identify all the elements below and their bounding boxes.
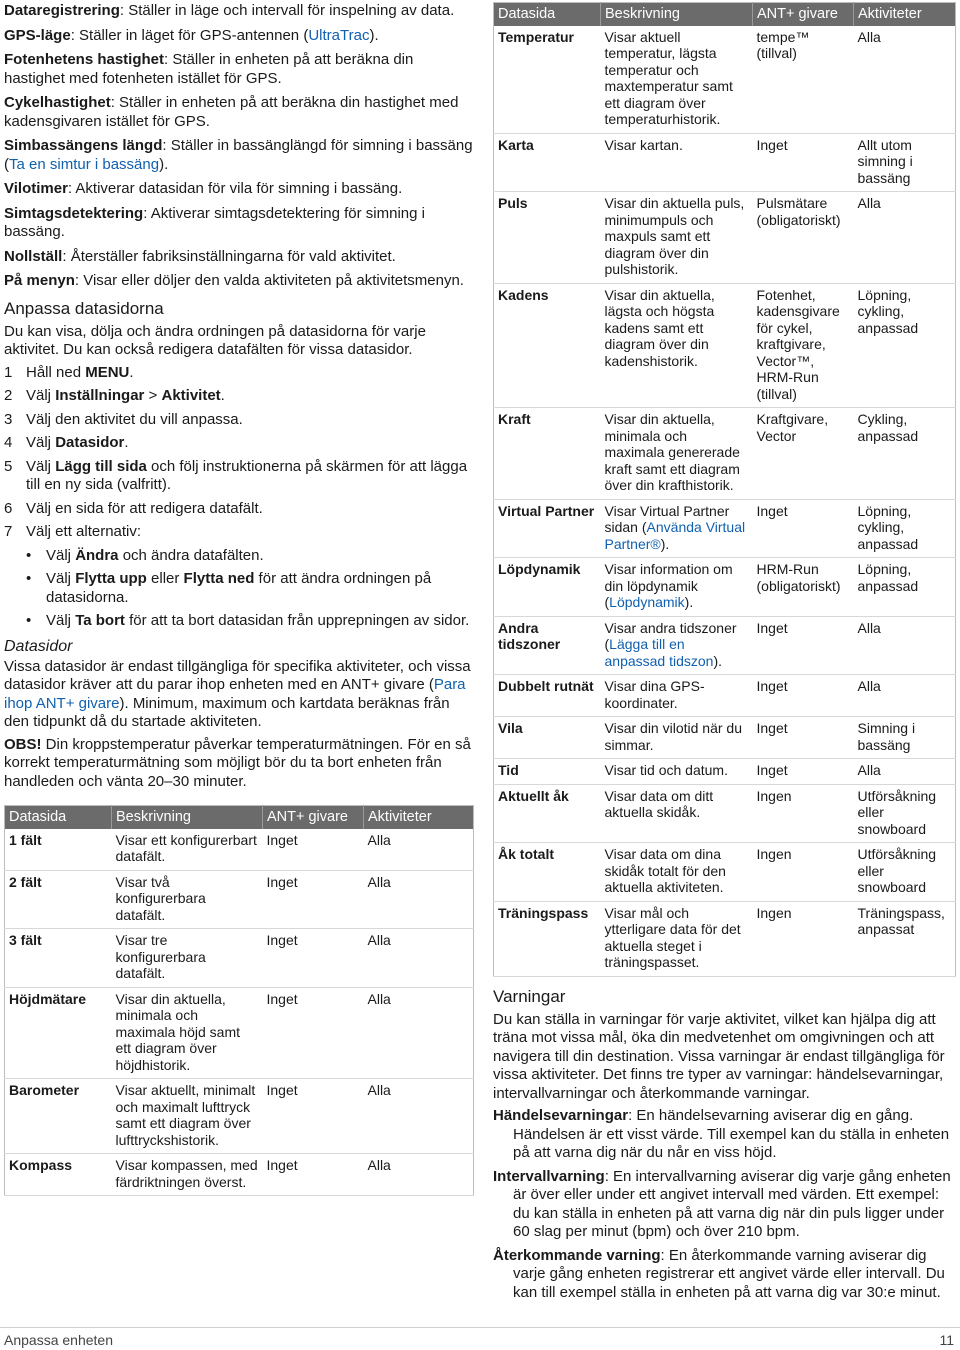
warning-item — [493, 1107, 956, 1163]
cell-datasida: Kadens — [494, 283, 601, 408]
cell-aktiviteter: Alla — [854, 675, 956, 717]
setting-text: : Återställer fabriksinställningarna för vald aktivitet. — [62, 247, 396, 265]
cell-beskrivning — [601, 675, 753, 717]
cell-beskrivning — [601, 499, 753, 558]
option-label: Flytta upp — [75, 570, 147, 587]
cell-text: Visar Virtual Partner sidan ( — [604, 502, 730, 535]
setting-term: Fotenhetens hastighet — [4, 51, 165, 68]
footer-divider — [0, 1327, 960, 1328]
step-text: . — [124, 434, 129, 451]
step-menu-label: Aktivitet — [161, 387, 221, 404]
table-row — [5, 987, 474, 1079]
cell-beskrivning — [601, 784, 753, 843]
cell-beskrivning — [601, 616, 753, 675]
warning-term: Återkommande varning — [493, 1246, 661, 1264]
warning-item — [493, 1168, 956, 1242]
cell-text: Visar andra tidszoner ( — [604, 619, 737, 652]
option-text: Välj — [46, 612, 76, 629]
cell-datasida: Kraft — [494, 408, 601, 500]
cell-datasida: Andra tidszoner — [494, 616, 601, 675]
cell-aktiviteter: Cykling, anpassad — [854, 408, 956, 500]
table-row — [5, 870, 474, 929]
option-text: Välj — [46, 570, 76, 587]
option-text: Välj — [46, 546, 76, 564]
step-text: . — [129, 363, 134, 381]
step-text: Välj — [26, 434, 56, 451]
step-text: Välj en sida för att redigera datafält. — [26, 499, 263, 517]
step-menu-label: Datasidor — [55, 434, 125, 451]
step-menu-label: MENU — [85, 363, 130, 381]
step-item — [4, 434, 474, 453]
cell-aktiviteter: Simning i bassäng — [854, 717, 956, 759]
obs-text: Din kroppstemperatur påverkar temperaturmätningen. För en så korrekt temperaturmätning som möjligt bör du ta bort enheten från handleden och vänta 20–30 minuter. — [4, 735, 471, 790]
step-item — [4, 523, 474, 542]
table-row — [5, 1154, 474, 1196]
setting-term: Simbassängens längd — [4, 137, 163, 154]
setting-definition — [4, 27, 474, 46]
option-label: Ta bort — [75, 612, 125, 629]
step-text: > — [144, 387, 162, 404]
setting-link[interactable]: Ta en simtur i bassäng — [9, 155, 160, 173]
setting-text: : Ställer in bassänglängd för simning i bassäng ( — [4, 137, 473, 173]
link-para-ihop-ant[interactable]: Para ihop ANT+ givare — [4, 676, 466, 712]
page-number: 11 — [939, 1332, 954, 1348]
option-label: Flytta ned — [183, 570, 255, 587]
cell-text: Visar aktuell temperatur, lägsta temperatur och maxtemperatur samt ett diagram över temperaturhistorik. — [604, 28, 733, 127]
footer-section-title: Anpassa enheten — [4, 1332, 113, 1348]
cell-ant-givare: Ingen — [753, 843, 854, 902]
table-row — [494, 408, 956, 500]
cell-ant-givare: Inget — [753, 616, 854, 675]
cell-ant-givare: Inget — [263, 1079, 364, 1154]
setting-definition — [4, 205, 474, 242]
warnings-list — [493, 1107, 956, 1302]
setting-definition — [4, 51, 474, 88]
option-item — [26, 547, 474, 566]
cell-datasida: 1 fält — [5, 829, 112, 871]
setting-definition — [4, 137, 474, 174]
column-header: ANT+ givare — [753, 3, 854, 26]
option-item — [26, 570, 474, 607]
column-header: Datasida — [494, 3, 601, 26]
cell-ant-givare: Inget — [753, 717, 854, 759]
step-item — [4, 364, 474, 383]
cell-link[interactable]: Lägga till en anpassad tidszon — [604, 636, 714, 669]
left-column — [4, 2, 474, 1196]
cell-datasida: Temperatur — [494, 26, 601, 134]
cell-ant-givare: Inget — [263, 929, 364, 988]
cell-ant-givare: Kraftgivare, Vector — [753, 408, 854, 500]
cell-ant-givare: Inget — [263, 987, 364, 1079]
cell-ant-givare: tempe™ (tillval) — [753, 26, 854, 134]
setting-term: På menyn — [4, 272, 75, 289]
subsection-text-part: ). Minimum, maximum och kartdata beräknas från den tidpunkt då du startade aktiviteten. — [4, 694, 450, 730]
cell-aktiviteter: Alla — [364, 987, 474, 1079]
cell-text: Visar ett konfigurerbart datafält. — [115, 831, 257, 864]
cell-text: ). — [713, 652, 723, 669]
step-item — [4, 458, 474, 495]
section-intro: Du kan visa, dölja och ändra ordningen på datasidorna för varje aktivitet. Du kan också redigera datafälten för vissa datasidor. — [4, 322, 426, 358]
cell-ant-givare: Ingen — [753, 901, 854, 976]
subsection-text-part: Vissa datasidor är endast tillgängliga för specifika aktiviteter, och vissa datasidor kräver att du parar ihop enheten med en ANT+ givare ( — [4, 657, 471, 693]
column-header: Beskrivning — [601, 3, 753, 26]
step-menu-label: Inställningar — [55, 387, 145, 404]
table-row — [494, 675, 956, 717]
subsection-text — [4, 658, 474, 732]
cell-text: Visar tid och datum. — [604, 762, 728, 778]
step-number: 1 — [4, 363, 13, 381]
table-row — [5, 829, 474, 871]
cell-text: Visar dina GPS-koordinater. — [604, 678, 705, 711]
setting-text: : Ställer in läge och intervall för inspelning av data. — [119, 2, 455, 19]
cell-datasida: Löpdynamik — [494, 558, 601, 617]
settings-definitions — [4, 2, 474, 291]
cell-datasida: Träningspass — [494, 901, 601, 976]
step-number: 5 — [4, 457, 13, 475]
table-row — [5, 1079, 474, 1154]
obs-label: OBS! — [4, 735, 42, 753]
setting-text: : Aktiverar datasidan för vila för simning i bassäng. — [67, 180, 403, 197]
cell-ant-givare: Fotenhet, kadensgivare för cykel, kraftgivare, Vector™, HRM-Run (tillval) — [753, 283, 854, 408]
cell-datasida: Virtual Partner — [494, 499, 601, 558]
cell-ant-givare: Inget — [263, 829, 364, 871]
cell-ant-givare: HRM-Run (obligatoriskt) — [753, 558, 854, 617]
cell-datasida: Karta — [494, 133, 601, 192]
setting-text: : Ställer in läget för GPS-antennen ( — [70, 26, 309, 44]
cell-ant-givare: Inget — [753, 759, 854, 785]
cell-aktiviteter: Alla — [854, 26, 956, 134]
cell-text: Visar två konfigurerbara datafält. — [115, 873, 206, 923]
cell-beskrivning — [601, 901, 753, 976]
cell-ant-givare: Inget — [263, 1154, 364, 1196]
setting-definition — [4, 94, 474, 131]
cell-text: ). — [684, 594, 694, 610]
column-header: ANT+ givare — [263, 806, 364, 829]
cell-aktiviteter: Alla — [364, 870, 474, 929]
cell-text: Visar mål och ytterligare data för det aktuella steget i träningspasset. — [604, 904, 741, 970]
table-row — [494, 717, 956, 759]
cell-beskrivning — [601, 843, 753, 902]
cell-datasida: 3 fält — [5, 929, 112, 988]
cell-beskrivning — [601, 133, 753, 192]
warning-text: : En händelsevarning aviserar dig en gång. Händelsen är ett visst värde. Till exempel kan du ställa in enheten på att varna dig när du når en viss höjd. — [513, 1107, 950, 1161]
step-item — [4, 387, 474, 406]
cell-aktiviteter: Löpning, anpassad — [854, 558, 956, 617]
cell-beskrivning — [601, 558, 753, 617]
cell-beskrivning — [112, 1154, 263, 1196]
step-text: Välj — [26, 387, 56, 404]
setting-text: : Visar eller döljer den valda aktiviteten på aktivitetsmenyn. — [74, 272, 464, 289]
cell-text: Visar tre konfigurerbara datafält. — [115, 932, 206, 981]
column-header: Beskrivning — [112, 806, 263, 829]
warnings-intro: Du kan ställa in varningar för varje aktivitet, vilket kan hjälpa dig att träna mot vissa mål, öka din medvetenhet om omgivningen och att navigera till din destination. Vissa varningar är endast tillgängliga för vissa aktiviteter. Det finns tre typer av varningar: händelsevarningar, intervallvarningar och återkommande varningar. — [493, 1010, 945, 1102]
section-title: Anpassa datasidorna — [4, 298, 164, 318]
table-row — [494, 558, 956, 617]
setting-term: Vilotimer — [4, 180, 68, 197]
column-header: Datasida — [5, 806, 112, 829]
cell-aktiviteter: Alla — [854, 759, 956, 785]
cell-beskrivning — [112, 1079, 263, 1154]
table-row — [494, 192, 956, 284]
cell-text: Visar data om dina skidåk totalt för den aktuella aktiviteten. — [604, 846, 726, 895]
setting-term: Cykelhastighet — [4, 94, 111, 111]
cell-aktiviteter: Alla — [854, 616, 956, 675]
step-text: Håll ned — [26, 363, 86, 381]
cell-text: Visar kompassen, med färdriktningen överst. — [115, 1157, 258, 1190]
setting-definition — [4, 2, 474, 21]
table-row — [494, 283, 956, 408]
setting-link[interactable]: UltraTrac — [308, 26, 370, 44]
cell-aktiviteter: Utförsåkning eller snowboard — [854, 784, 956, 843]
cell-datasida: Vila — [494, 717, 601, 759]
table-row — [494, 843, 956, 902]
cell-ant-givare: Inget — [753, 133, 854, 192]
warning-item — [493, 1247, 956, 1303]
step-text: Välj ett alternativ: — [26, 523, 142, 540]
step-item — [4, 411, 474, 430]
cell-aktiviteter: Löpning, cykling, anpassad — [854, 499, 956, 558]
cell-datasida: Höjdmätare — [5, 987, 112, 1079]
warning-term: Intervallvarning — [493, 1167, 605, 1185]
cell-link[interactable]: Löpdynamik — [609, 594, 685, 610]
cell-text: Visar din aktuella, minimala och maximala höjd samt ett diagram över höjdhistorik. — [115, 990, 240, 1073]
option-item — [26, 612, 474, 631]
option-text: för att ändra ordningen på datasidorna. — [46, 570, 432, 606]
cell-text: Visar information om din löpdynamik ( — [604, 561, 733, 610]
cell-aktiviteter: Alla — [854, 192, 956, 284]
table-row — [5, 929, 474, 988]
cell-beskrivning — [601, 717, 753, 759]
setting-text: : Aktiverar simtagsdetektering för simning i bassäng. — [4, 204, 425, 240]
cell-beskrivning — [601, 408, 753, 500]
step-number: 2 — [4, 387, 13, 404]
cell-aktiviteter: Alla — [364, 1079, 474, 1154]
cell-aktiviteter: Alla — [364, 829, 474, 871]
setting-term: Simtagsdetektering — [4, 204, 144, 222]
setting-definition — [4, 272, 474, 291]
step-menu-label: Lägg till sida — [55, 457, 147, 475]
setting-definition — [4, 180, 474, 199]
setting-text: : Ställer in enheten på att beräkna din hastighet med kadensgivaren istället för GPS. — [4, 94, 459, 130]
table-row — [494, 499, 956, 558]
cell-datasida: Barometer — [5, 1079, 112, 1154]
table-row — [494, 784, 956, 843]
steps-list — [4, 364, 474, 542]
step-text: och följ instruktionerna på skärmen för att lägga till en ny sida (valfritt). — [26, 457, 468, 493]
options-list — [26, 547, 474, 631]
data-pages-table-left — [4, 805, 474, 1196]
cell-datasida: Puls — [494, 192, 601, 284]
step-text: Välj den aktivitet du vill anpassa. — [26, 410, 243, 428]
step-text: . — [220, 387, 225, 404]
warning-term: Händelsevarningar — [493, 1107, 629, 1124]
cell-beskrivning — [601, 192, 753, 284]
cell-ant-givare: Inget — [263, 870, 364, 929]
cell-aktiviteter: Träningspass, anpassat — [854, 901, 956, 976]
cell-link[interactable]: Använda Virtual Partner® — [604, 519, 746, 552]
column-header: Aktiviteter — [364, 806, 474, 829]
subsection-title: Datasidor — [4, 637, 73, 655]
cell-text: Visar din aktuella, lägsta och högsta kadens samt ett diagram över din kadenshistorik. — [604, 286, 715, 369]
cell-text: Visar din vilotid när du simmar. — [604, 720, 742, 753]
table-header-row — [494, 3, 956, 26]
cell-ant-givare: Pulsmätare (obligatoriskt) — [753, 192, 854, 284]
table-row — [494, 133, 956, 192]
cell-datasida: Åk totalt — [494, 843, 601, 902]
right-column — [493, 2, 956, 1307]
cell-beskrivning — [601, 759, 753, 785]
warnings-title: Varningar — [493, 986, 566, 1006]
cell-ant-givare: Ingen — [753, 784, 854, 843]
cell-ant-givare: Inget — [753, 675, 854, 717]
table-row — [494, 26, 956, 134]
cell-beskrivning — [112, 987, 263, 1079]
table-header-row — [5, 806, 474, 829]
step-text: Välj — [26, 457, 56, 475]
cell-beskrivning — [601, 26, 753, 134]
warning-text: : En intervallvarning aviserar dig varje gång enheten är över eller under ett angivet intervall med värden. Ett exempel: du kan ställa in enheten på att varna dig när din puls ligger under 60 slag per minut (bpm) och över 210 bpm. — [513, 1167, 951, 1240]
setting-text: ). — [159, 155, 169, 173]
data-pages-table-right — [493, 2, 956, 977]
setting-term: GPS-läge — [4, 26, 71, 44]
cell-beskrivning — [601, 283, 753, 408]
table-row — [494, 901, 956, 976]
setting-term: Nollställ — [4, 247, 63, 265]
option-text: och ändra datafälten. — [118, 546, 264, 564]
cell-ant-givare: Inget — [753, 499, 854, 558]
setting-text: ). — [369, 26, 379, 44]
setting-term: Dataregistrering — [4, 2, 120, 19]
step-number: 6 — [4, 499, 13, 517]
cell-text: Visar kartan. — [604, 136, 683, 153]
cell-datasida: 2 fält — [5, 870, 112, 929]
cell-aktiviteter: Löpning, cykling, anpassad — [854, 283, 956, 408]
option-text: eller — [146, 570, 184, 587]
cell-aktiviteter: Utförsåkning eller snowboard — [854, 843, 956, 902]
step-number: 3 — [4, 410, 13, 428]
cell-text: Visar aktuellt, minimalt och maximalt lufttryck samt ett diagram över lufttryckshistorik. — [115, 1082, 256, 1148]
cell-text: Visar din aktuella, minimala och maximala genererade kraft samt ett diagram över din krafthistorik. — [604, 411, 740, 493]
cell-beskrivning — [112, 929, 263, 988]
setting-definition — [4, 248, 474, 267]
table-row — [494, 616, 956, 675]
cell-aktiviteter: Alla — [364, 1154, 474, 1196]
option-text: för att ta bort datasidan från upprepningen av sidor. — [124, 612, 470, 629]
cell-beskrivning — [112, 870, 263, 929]
cell-aktiviteter: Allt utom simning i bassäng — [854, 133, 956, 192]
cell-datasida: Tid — [494, 759, 601, 785]
column-header: Aktiviteter — [854, 3, 956, 26]
table-row — [494, 759, 956, 785]
cell-text: ). — [660, 535, 670, 552]
step-number: 4 — [4, 434, 13, 451]
cell-aktiviteter: Alla — [364, 929, 474, 988]
cell-datasida: Dubbelt rutnät — [494, 675, 601, 717]
warning-text: : En återkommande varning aviserar dig varje gång enheten registrerar ett angivet värde eller intervall. Du kan till exempel ställa in enheten på att varna dig var 30:e minut. — [513, 1246, 945, 1301]
cell-datasida: Aktuellt åk — [494, 784, 601, 843]
obs-note — [4, 736, 474, 792]
step-number: 7 — [4, 523, 13, 540]
option-label: Ändra — [75, 546, 119, 564]
setting-text: : Ställer in enheten på att beräkna din hastighet med fotenheten istället för GPS. — [4, 51, 414, 87]
cell-datasida: Kompass — [5, 1154, 112, 1196]
cell-beskrivning — [112, 829, 263, 871]
step-item — [4, 500, 474, 519]
cell-text: Visar data om ditt aktuella skidåk. — [604, 787, 714, 820]
cell-text: Visar din aktuella puls, minimumpuls och maxpuls samt ett diagram över din pulshistorik. — [604, 195, 745, 277]
